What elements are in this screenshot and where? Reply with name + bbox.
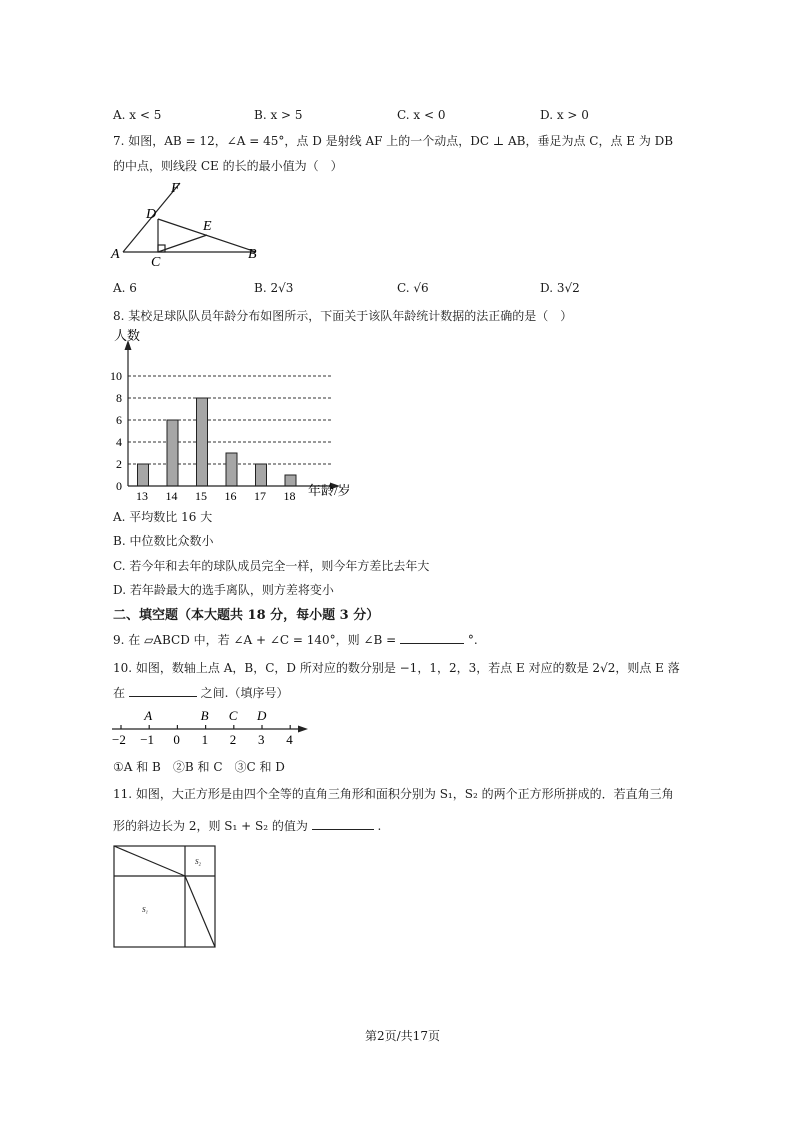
q10-text-before: 在 xyxy=(113,686,126,700)
number-line-tick-label: −2 xyxy=(112,732,126,747)
q9-text-before: 9. 在 ▱ABCD 中，若 ∠A + ∠C = 140°，则 ∠B = xyxy=(113,633,397,647)
q8-option-d: D. 若年龄最大的选手离队，则方差将变小 xyxy=(113,583,334,597)
number-line-point-b: B xyxy=(200,708,209,723)
chart-xtick-label: 17 xyxy=(254,489,266,500)
q8-option-a: A. 平均数比 16 大 xyxy=(113,510,213,524)
q7-geometry-figure xyxy=(108,178,268,268)
q8-option-b: B. 中位数比众数小 xyxy=(113,534,214,548)
q7-option-d: D. 3√2 xyxy=(540,281,580,295)
q7-option-a: A. 6 xyxy=(113,281,137,295)
q8-option-c: C. 若今年和去年的球队成员完全一样，则今年方差比去年大 xyxy=(113,559,430,573)
number-line-tick-label: 0 xyxy=(173,732,180,747)
chart-ytick-label: 8 xyxy=(116,391,122,405)
chart-xlabel: 年龄/岁 xyxy=(308,483,351,498)
q6-option-c: C. x < 0 xyxy=(397,108,446,122)
number-line-point-d: D xyxy=(257,708,267,723)
number-line-tick-label: −1 xyxy=(140,732,155,747)
label-s2: S₂ xyxy=(195,858,201,866)
q6-option-a: A. x < 5 xyxy=(113,108,162,122)
number-line-tick-label: 4 xyxy=(286,732,293,747)
fig-label-b: B xyxy=(248,247,257,262)
page-footer: 第2页/共17页 xyxy=(365,1029,440,1043)
chart-ytick-label: 2 xyxy=(116,457,122,471)
q9-answer-blank[interactable] xyxy=(400,631,464,644)
chart-ytick-label: 0 xyxy=(116,479,122,493)
chart-bar-15 xyxy=(197,398,208,486)
q7-stem-line1: 7. 如图，AB = 12，∠A = 45°，点 D 是射线 AF 上的一个动点，DC ⊥ AB，垂足为点 C，点 E 为 DB xyxy=(113,134,674,148)
chart-bar-13 xyxy=(138,464,149,486)
q7-stem-line2: 的中点，则线段 CE 的长的最小值为（ ） xyxy=(113,159,343,173)
fig-label-f: F xyxy=(171,181,180,196)
number-line-tick-label: 1 xyxy=(201,732,209,747)
q7-option-b: B. 2√3 xyxy=(254,281,294,295)
q11-text-before: 形的斜边长为 2，则 S₁ + S₂ 的值为 xyxy=(113,819,308,833)
section-title-fill-in: 二、填空题（本大题共 18 分，每小题 3 分） xyxy=(113,608,380,623)
chart-ylabel: 人数 xyxy=(114,328,141,343)
chart-ytick-label: 6 xyxy=(116,413,122,427)
q9-stem xyxy=(113,631,478,648)
q8-stem: 8. 某校足球队队员年龄分布如图所示，下面关于该队年龄统计数据的法正确的是（ ） xyxy=(113,309,573,323)
q6-option-b: B. x > 5 xyxy=(254,108,303,122)
fig-label-c: C xyxy=(151,255,161,268)
chart-xtick-label: 13 xyxy=(136,489,148,500)
fig-label-a: A xyxy=(111,247,120,262)
number-line-tick-label: 3 xyxy=(258,732,265,747)
fig-label-e: E xyxy=(203,219,212,234)
q10-stem-line2 xyxy=(113,684,289,701)
q11-stem-line1: 11. 如图，大正方形是由四个全等的直角三角形和面积分别为 S₁，S₂ 的两个正方形所拼成的．若直角三角 xyxy=(113,787,674,801)
chart-bar-14 xyxy=(167,420,178,486)
q11-answer-blank[interactable] xyxy=(312,817,374,830)
chart-bar-18 xyxy=(285,475,296,486)
age-bar-chart xyxy=(108,328,378,500)
q9-text-after: °. xyxy=(467,633,478,647)
q11-stem-line2 xyxy=(113,817,381,834)
number-line-tick-label: 2 xyxy=(229,732,237,747)
chart-xtick-label: 18 xyxy=(283,489,296,500)
chart-ytick-label: 4 xyxy=(116,435,122,449)
chart-bar-17 xyxy=(256,464,267,486)
q11-square-figure xyxy=(112,844,218,950)
q10-answer-blank[interactable] xyxy=(129,684,197,697)
fig-label-d: D xyxy=(146,207,157,222)
chart-bar-16 xyxy=(226,453,237,486)
number-line-figure xyxy=(108,705,318,750)
chart-xtick-label: 14 xyxy=(165,489,178,500)
label-s1: S₁ xyxy=(142,906,148,914)
q6-option-d: D. x > 0 xyxy=(540,108,589,122)
chart-xtick-label: 15 xyxy=(195,489,207,500)
q10-choices: ①A 和 B ②B 和 C ③C 和 D xyxy=(113,760,285,774)
q7-option-c: C. √6 xyxy=(397,281,429,295)
q10-text-after: 之间.（填序号） xyxy=(200,686,289,700)
q11-text-after: . xyxy=(377,819,382,833)
chart-ytick-label: 10 xyxy=(110,369,122,383)
number-line-point-c: C xyxy=(228,708,238,723)
q10-stem-line1: 10. 如图，数轴上点 A，B，C，D 所对应的数分别是 −1，1，2，3，若点 E 对应的数是 2√2，则点 E 落 xyxy=(113,661,680,675)
chart-xtick-label: 16 xyxy=(224,489,237,500)
number-line-point-a: A xyxy=(144,708,153,723)
